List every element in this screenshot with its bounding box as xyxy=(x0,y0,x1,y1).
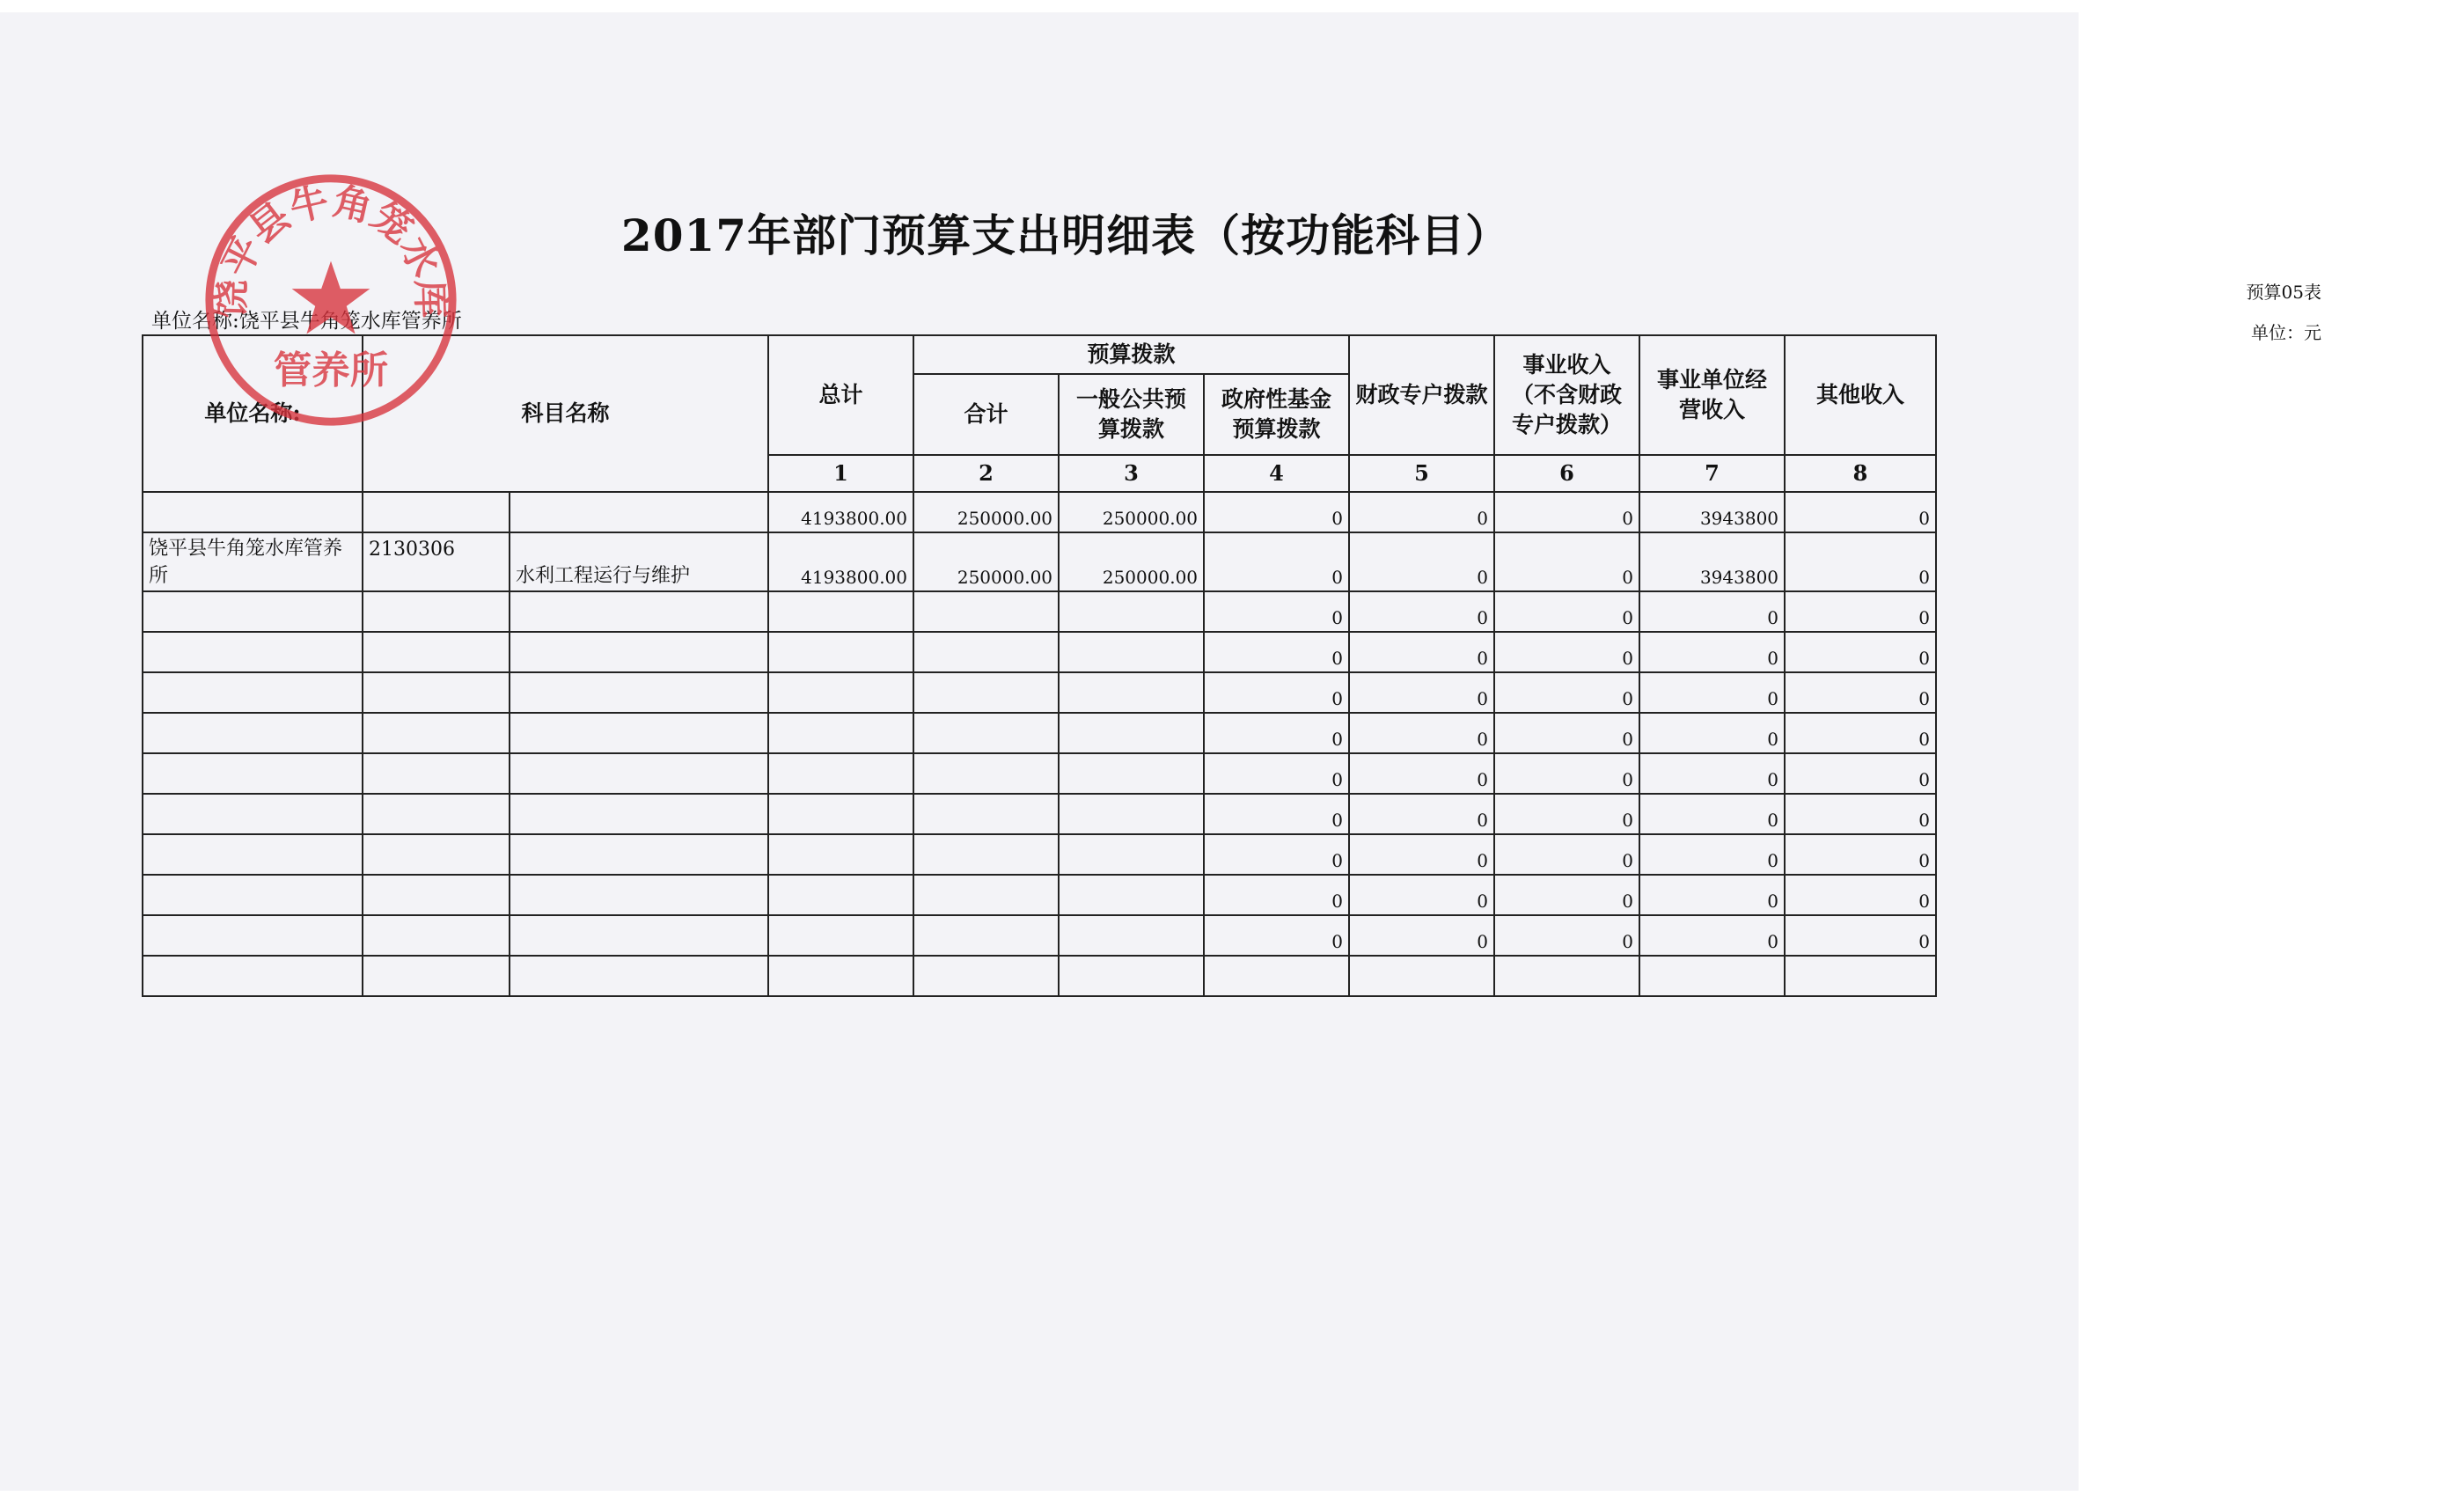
header-general-public-line2: 算拨款 xyxy=(1098,416,1165,442)
seal-arc-text: 饶平县牛角笼水库 xyxy=(209,179,453,319)
cell-subject xyxy=(510,956,768,996)
cell-total: 4193800.00 xyxy=(768,492,913,532)
header-total: 总计 xyxy=(768,335,913,455)
header-subject-name: 科目名称 xyxy=(363,335,768,492)
cell-subject xyxy=(510,834,768,875)
cell-total xyxy=(768,672,913,713)
col-index-5: 5 xyxy=(1349,455,1494,492)
cell-general xyxy=(1059,915,1204,956)
cell-code xyxy=(363,834,510,875)
cell-unit xyxy=(143,794,363,834)
cell-fund: 0 xyxy=(1204,834,1349,875)
cell-fund: 0 xyxy=(1204,532,1349,591)
cell-code xyxy=(363,713,510,753)
page-title: 2017年部门预算支出明细表（按功能科目） xyxy=(620,209,1511,261)
cell-unit xyxy=(143,492,363,532)
cell-code xyxy=(363,794,510,834)
col-index-4: 4 xyxy=(1204,455,1349,492)
cell-subtotal xyxy=(913,834,1059,875)
cell-total xyxy=(768,875,913,915)
currency-unit: 单位：元 xyxy=(2251,322,2321,343)
cell-subtotal xyxy=(913,753,1059,794)
cell-operating: 3943800 xyxy=(1639,492,1785,532)
table-row xyxy=(143,794,1936,834)
header-business-income-line2: （不含财政 xyxy=(1512,382,1623,408)
cell-general xyxy=(1059,632,1204,672)
cell-special: 0 xyxy=(1349,532,1494,591)
cell-total xyxy=(768,753,913,794)
cell-special: 0 xyxy=(1349,672,1494,713)
cell-code xyxy=(363,632,510,672)
header-unit-name: 单位名称: xyxy=(143,335,363,492)
cell-general: 250000.00 xyxy=(1059,492,1204,532)
cell-operating xyxy=(1639,956,1785,996)
cell-fund: 0 xyxy=(1204,492,1349,532)
cell-total xyxy=(768,794,913,834)
cell-code xyxy=(363,753,510,794)
cell-fund: 0 xyxy=(1204,875,1349,915)
cell-general xyxy=(1059,956,1204,996)
cell-subject xyxy=(510,915,768,956)
cell-business: 0 xyxy=(1494,915,1639,956)
cell-total: 4193800.00 xyxy=(768,532,913,591)
cell-operating: 0 xyxy=(1639,794,1785,834)
cell-total xyxy=(768,834,913,875)
cell-fund: 0 xyxy=(1204,591,1349,632)
cell-general xyxy=(1059,713,1204,753)
header-business-income-line3: 专户拨款） xyxy=(1512,411,1623,437)
cell-general: 250000.00 xyxy=(1059,532,1204,591)
cell-subject xyxy=(510,632,768,672)
cell-general xyxy=(1059,794,1204,834)
cell-unit xyxy=(143,632,363,672)
cell-business: 0 xyxy=(1494,532,1639,591)
cell-fund: 0 xyxy=(1204,672,1349,713)
cell-operating: 0 xyxy=(1639,591,1785,632)
unit-name-line: 单位名称:饶平县牛角笼水库管养所 xyxy=(151,310,462,333)
cell-business xyxy=(1494,956,1639,996)
cell-total xyxy=(768,632,913,672)
cell-other: 0 xyxy=(1785,492,1936,532)
cell-operating: 0 xyxy=(1639,713,1785,753)
cell-unit xyxy=(143,591,363,632)
cell-special: 0 xyxy=(1349,794,1494,834)
cell-special: 0 xyxy=(1349,632,1494,672)
cell-fund xyxy=(1204,956,1349,996)
cell-code xyxy=(363,875,510,915)
cell-general xyxy=(1059,834,1204,875)
cell-special: 0 xyxy=(1349,591,1494,632)
cell-code xyxy=(363,591,510,632)
table-row xyxy=(143,713,1936,753)
cell-special: 0 xyxy=(1349,834,1494,875)
header-operating-income-line2: 营收入 xyxy=(1679,397,1746,422)
cell-unit xyxy=(143,875,363,915)
seal-star-icon xyxy=(292,261,370,334)
cell-unit xyxy=(143,834,363,875)
col-index-6: 6 xyxy=(1494,455,1639,492)
cell-code xyxy=(363,915,510,956)
seal-bottom-text: 管养所 xyxy=(273,348,389,393)
table-row xyxy=(143,915,1936,956)
cell-unit xyxy=(143,915,363,956)
form-number: 预算05表 xyxy=(2246,282,2321,303)
table-row xyxy=(143,492,1936,532)
cell-special: 0 xyxy=(1349,713,1494,753)
table-row xyxy=(143,956,1936,996)
cell-general xyxy=(1059,875,1204,915)
cell-other: 0 xyxy=(1785,794,1936,834)
header-business-income xyxy=(1494,335,1639,455)
cell-general xyxy=(1059,753,1204,794)
cell-subject xyxy=(510,875,768,915)
official-seal xyxy=(201,170,461,430)
cell-unit xyxy=(143,672,363,713)
col-index-3: 3 xyxy=(1059,455,1204,492)
cell-operating: 0 xyxy=(1639,915,1785,956)
cell-subtotal xyxy=(913,591,1059,632)
cell-unit xyxy=(143,753,363,794)
budget-table-body xyxy=(143,492,1936,996)
col-index-2: 2 xyxy=(913,455,1059,492)
header-general-public-line1: 一般公共预 xyxy=(1076,386,1187,413)
col-index-7: 7 xyxy=(1639,455,1785,492)
cell-business: 0 xyxy=(1494,834,1639,875)
cell-unit xyxy=(143,713,363,753)
table-row xyxy=(143,753,1936,794)
cell-other xyxy=(1785,956,1936,996)
cell-code xyxy=(363,956,510,996)
header-gov-fund-line1: 政府性基金 xyxy=(1221,386,1332,413)
cell-subtotal xyxy=(913,672,1059,713)
cell-total xyxy=(768,915,913,956)
cell-code xyxy=(363,492,510,532)
cell-fund: 0 xyxy=(1204,794,1349,834)
cell-other: 0 xyxy=(1785,672,1936,713)
cell-special: 0 xyxy=(1349,753,1494,794)
cell-subtotal xyxy=(913,794,1059,834)
cell-subtotal: 250000.00 xyxy=(913,492,1059,532)
header-operating-income xyxy=(1639,335,1785,455)
cell-other: 0 xyxy=(1785,532,1936,591)
cell-special xyxy=(1349,956,1494,996)
table-row xyxy=(143,532,1936,591)
cell-subject: 水利工程运行与维护 xyxy=(510,532,768,591)
cell-subtotal xyxy=(913,875,1059,915)
cell-subtotal: 250000.00 xyxy=(913,532,1059,591)
header-subtotal: 合计 xyxy=(913,374,1059,455)
budget-table xyxy=(142,334,1937,997)
cell-operating: 0 xyxy=(1639,672,1785,713)
cell-other: 0 xyxy=(1785,915,1936,956)
cell-special: 0 xyxy=(1349,875,1494,915)
cell-business: 0 xyxy=(1494,632,1639,672)
cell-other: 0 xyxy=(1785,875,1936,915)
cell-subject xyxy=(510,753,768,794)
cell-subject xyxy=(510,713,768,753)
header-operating-income-line1: 事业单位经 xyxy=(1657,367,1768,393)
cell-unit xyxy=(143,956,363,996)
cell-subtotal xyxy=(913,915,1059,956)
cell-operating: 0 xyxy=(1639,753,1785,794)
cell-subject xyxy=(510,492,768,532)
cell-fund: 0 xyxy=(1204,915,1349,956)
header-budget-allocation: 预算拨款 xyxy=(913,335,1349,374)
cell-business: 0 xyxy=(1494,794,1639,834)
cell-fund: 0 xyxy=(1204,632,1349,672)
header-finance-special: 财政专户拨款 xyxy=(1349,335,1494,455)
cell-subject xyxy=(510,672,768,713)
cell-general xyxy=(1059,591,1204,632)
cell-subject xyxy=(510,794,768,834)
cell-unit: 饶平县牛角笼水库管养所 xyxy=(143,532,363,591)
col-index-8: 8 xyxy=(1785,455,1936,492)
cell-operating: 0 xyxy=(1639,834,1785,875)
cell-business: 0 xyxy=(1494,591,1639,632)
cell-operating: 0 xyxy=(1639,632,1785,672)
cell-total xyxy=(768,591,913,632)
cell-subject xyxy=(510,591,768,632)
cell-business: 0 xyxy=(1494,672,1639,713)
cell-special: 0 xyxy=(1349,492,1494,532)
cell-other: 0 xyxy=(1785,591,1936,632)
cell-other: 0 xyxy=(1785,834,1936,875)
cell-total xyxy=(768,713,913,753)
header-other-income: 其他收入 xyxy=(1785,335,1936,455)
col-index-1: 1 xyxy=(768,455,913,492)
cell-other: 0 xyxy=(1785,753,1936,794)
cell-business: 0 xyxy=(1494,875,1639,915)
table-row xyxy=(143,672,1936,713)
cell-total xyxy=(768,956,913,996)
cell-subtotal xyxy=(913,956,1059,996)
table-row xyxy=(143,834,1936,875)
cell-other: 0 xyxy=(1785,632,1936,672)
table-row xyxy=(143,875,1936,915)
cell-fund: 0 xyxy=(1204,713,1349,753)
cell-code: 2130306 xyxy=(363,532,510,591)
table-row xyxy=(143,591,1936,632)
header-business-income-line1: 事业收入 xyxy=(1522,352,1611,378)
cell-operating: 3943800 xyxy=(1639,532,1785,591)
cell-operating: 0 xyxy=(1639,875,1785,915)
cell-fund: 0 xyxy=(1204,753,1349,794)
header-general-public xyxy=(1059,374,1204,455)
cell-subtotal xyxy=(913,632,1059,672)
header-gov-fund xyxy=(1204,374,1349,455)
cell-code xyxy=(363,672,510,713)
header-gov-fund-line2: 预算拨款 xyxy=(1232,416,1321,442)
cell-business: 0 xyxy=(1494,713,1639,753)
cell-special: 0 xyxy=(1349,915,1494,956)
cell-business: 0 xyxy=(1494,753,1639,794)
cell-other: 0 xyxy=(1785,713,1936,753)
cell-business: 0 xyxy=(1494,492,1639,532)
cell-subtotal xyxy=(913,713,1059,753)
cell-general xyxy=(1059,672,1204,713)
table-row xyxy=(143,632,1936,672)
